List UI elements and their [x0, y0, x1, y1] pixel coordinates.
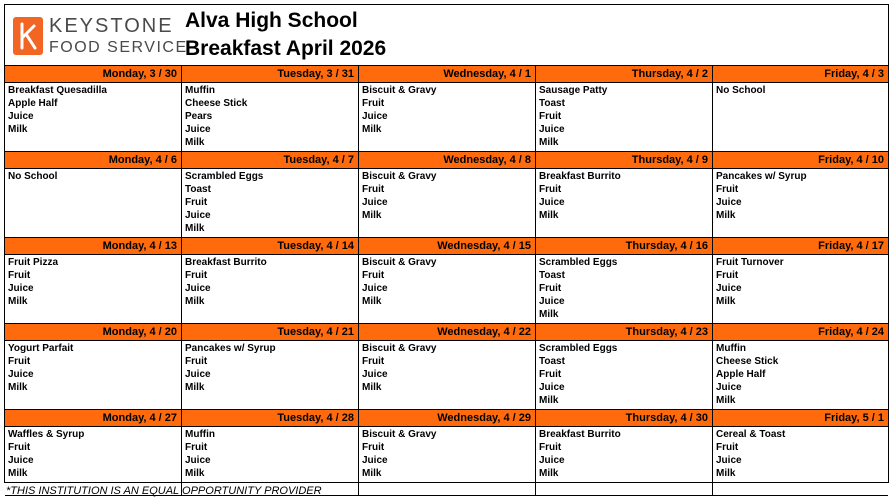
day-date-header: Monday, 4 / 20	[5, 324, 182, 341]
menu-item: Juice	[539, 455, 565, 466]
day-date-header: Monday, 4 / 6	[5, 152, 182, 169]
menu-item: Pears	[185, 111, 213, 122]
day-date-header: Monday, 3 / 30	[5, 66, 182, 83]
menu-item: Juice	[185, 124, 211, 135]
menu-item: Toast	[539, 98, 565, 109]
menu-item: Milk	[716, 468, 736, 479]
menu-item: Fruit	[716, 270, 739, 281]
menu-item: Milk	[362, 468, 382, 479]
menu-item: Cheese Stick	[185, 98, 248, 109]
day-menu-cell	[5, 83, 182, 152]
menu-item: Juice	[539, 197, 565, 208]
menu-item: Milk	[362, 124, 382, 135]
menu-item: Cereal & Toast	[716, 429, 786, 440]
logo-text-keystone: KEYSTONE	[49, 15, 174, 37]
menu-item: Milk	[539, 309, 559, 320]
menu-item: Fruit	[185, 197, 208, 208]
menu-header	[5, 5, 888, 66]
menu-item: Fruit	[362, 184, 385, 195]
menu-calendar	[4, 4, 889, 483]
day-date-header: Tuesday, 4 / 7	[182, 152, 359, 169]
equal-opportunity-notice: *THIS INSTITUTION IS AN EQUAL OPPORTUNITY PROVIDER	[6, 485, 322, 497]
menu-item: Sausage Patty	[539, 85, 608, 96]
menu-item: Milk	[185, 223, 205, 234]
menu-item: Juice	[8, 369, 34, 380]
menu-item: Breakfast Quesadilla	[8, 85, 107, 96]
menu-item: Scrambled Eggs	[539, 257, 618, 268]
day-date-header: Tuesday, 4 / 14	[182, 238, 359, 255]
day-date-header: Friday, 4 / 10	[713, 152, 888, 169]
menu-item: Juice	[539, 296, 565, 307]
menu-item: Juice	[185, 210, 211, 221]
day-date-header: Thursday, 4 / 16	[536, 238, 713, 255]
menu-item: Fruit	[362, 270, 385, 281]
menu-item: Fruit	[185, 356, 208, 367]
menu-item: Toast	[185, 184, 211, 195]
menu-item: Fruit	[539, 111, 562, 122]
day-menu-cell	[713, 83, 888, 152]
menu-item: Breakfast Burrito	[539, 171, 621, 182]
day-date-header: Friday, 4 / 3	[713, 66, 888, 83]
day-menu-cell	[359, 169, 536, 238]
menu-item: Milk	[716, 210, 736, 221]
day-menu-cell	[182, 255, 359, 324]
menu-item: Milk	[716, 395, 736, 406]
menu-item: Fruit	[8, 356, 31, 367]
day-date-header: Wednesday, 4 / 1	[359, 66, 536, 83]
menu-item: Biscuit & Gravy	[362, 171, 437, 182]
menu-item: Juice	[716, 197, 742, 208]
day-date-header: Friday, 5 / 1	[713, 410, 888, 427]
menu-item: Milk	[185, 382, 205, 393]
menu-item: Pancakes w/ Syrup	[185, 343, 276, 354]
day-menu-cell	[359, 341, 536, 410]
day-menu-cell	[359, 83, 536, 152]
day-menu-cell	[536, 255, 713, 324]
day-date-header: Wednesday, 4 / 15	[359, 238, 536, 255]
menu-item: Juice	[716, 382, 742, 393]
menu-item: Muffin	[716, 343, 746, 354]
week-row	[5, 324, 888, 410]
menu-item: Juice	[185, 369, 211, 380]
week-row	[5, 152, 888, 238]
day-date-header: Wednesday, 4 / 8	[359, 152, 536, 169]
menu-item: Juice	[716, 455, 742, 466]
menu-item: Fruit Turnover	[716, 257, 784, 268]
day-menu-cell	[536, 83, 713, 152]
day-date-header: Wednesday, 4 / 22	[359, 324, 536, 341]
day-menu-cell	[182, 169, 359, 238]
menu-item: Scrambled Eggs	[539, 343, 618, 354]
menu-item: Milk	[539, 468, 559, 479]
day-menu-cell	[182, 83, 359, 152]
menu-item: Juice	[362, 455, 388, 466]
menu-item: Fruit	[362, 356, 385, 367]
menu-item: Juice	[8, 283, 34, 294]
menu-item: Milk	[8, 124, 28, 135]
day-date-header: Monday, 4 / 27	[5, 410, 182, 427]
week-row	[5, 238, 888, 324]
day-menu-cell	[5, 341, 182, 410]
menu-item: Pancakes w/ Syrup	[716, 171, 807, 182]
menu-item: No School	[8, 171, 58, 182]
menu-item: Juice	[539, 124, 565, 135]
menu-item: Fruit	[362, 442, 385, 453]
keystone-k-icon	[13, 17, 43, 55]
menu-item: Juice	[8, 111, 34, 122]
menu-item: Milk	[362, 210, 382, 221]
menu-item: Milk	[8, 468, 28, 479]
week-row	[5, 410, 888, 496]
day-menu-cell	[182, 341, 359, 410]
menu-item: Fruit	[8, 270, 31, 281]
day-date-header: Thursday, 4 / 9	[536, 152, 713, 169]
menu-item: Biscuit & Gravy	[362, 257, 437, 268]
menu-item: Apple Half	[8, 98, 58, 109]
menu-item: Juice	[362, 111, 388, 122]
menu-item: Fruit	[539, 369, 562, 380]
menu-item: Juice	[185, 283, 211, 294]
menu-item: Juice	[362, 283, 388, 294]
menu-item: Fruit	[539, 442, 562, 453]
day-date-header: Friday, 4 / 24	[713, 324, 888, 341]
day-date-header: Tuesday, 4 / 28	[182, 410, 359, 427]
day-date-header: Tuesday, 3 / 31	[182, 66, 359, 83]
menu-item: Muffin	[185, 85, 215, 96]
day-date-header: Thursday, 4 / 30	[536, 410, 713, 427]
menu-item: Fruit	[539, 283, 562, 294]
menu-item: Biscuit & Gravy	[362, 429, 437, 440]
day-date-header: Friday, 4 / 17	[713, 238, 888, 255]
menu-item: Juice	[362, 369, 388, 380]
menu-item: Milk	[362, 382, 382, 393]
menu-item: Toast	[539, 356, 565, 367]
menu-item: Milk	[716, 296, 736, 307]
menu-item: Milk	[539, 210, 559, 221]
menu-item: Juice	[362, 197, 388, 208]
menu-item: Juice	[185, 455, 211, 466]
day-menu-cell	[536, 427, 713, 496]
menu-grid	[5, 66, 888, 496]
menu-item: Breakfast Burrito	[185, 257, 267, 268]
day-date-header: Monday, 4 / 13	[5, 238, 182, 255]
menu-item: Scrambled Eggs	[185, 171, 264, 182]
school-name: Alva High School	[185, 9, 358, 32]
day-menu-cell	[713, 427, 888, 496]
menu-item: Juice	[8, 455, 34, 466]
menu-item: Yogurt Parfait	[8, 343, 74, 354]
day-menu-cell	[713, 169, 888, 238]
day-menu-cell	[536, 341, 713, 410]
menu-item: Milk	[185, 137, 205, 148]
day-menu-cell	[359, 427, 536, 496]
menu-item: Fruit	[185, 270, 208, 281]
day-date-header: Tuesday, 4 / 21	[182, 324, 359, 341]
menu-item: Cheese Stick	[716, 356, 779, 367]
menu-item: Milk	[539, 395, 559, 406]
day-date-header: Thursday, 4 / 2	[536, 66, 713, 83]
day-menu-cell	[5, 255, 182, 324]
day-menu-cell	[713, 341, 888, 410]
menu-item: Apple Half	[716, 369, 766, 380]
menu-item: Waffles & Syrup	[8, 429, 85, 440]
menu-item: Milk	[185, 468, 205, 479]
menu-item: Fruit	[185, 442, 208, 453]
menu-item: No School	[716, 85, 766, 96]
menu-item: Fruit	[8, 442, 31, 453]
menu-item: Milk	[185, 296, 205, 307]
day-menu-cell	[536, 169, 713, 238]
menu-item: Juice	[539, 382, 565, 393]
day-date-header: Wednesday, 4 / 29	[359, 410, 536, 427]
logo-text-food-service: FOOD SERVICE	[49, 39, 188, 56]
day-menu-cell	[713, 255, 888, 324]
keystone-logo	[13, 15, 188, 59]
menu-item: Milk	[8, 296, 28, 307]
menu-item: Muffin	[185, 429, 215, 440]
day-menu-cell	[359, 255, 536, 324]
menu-item: Milk	[8, 382, 28, 393]
menu-item: Toast	[539, 270, 565, 281]
menu-title: Breakfast April 2026	[185, 37, 387, 60]
menu-item: Fruit	[362, 98, 385, 109]
menu-item: Biscuit & Gravy	[362, 343, 437, 354]
menu-item: Milk	[539, 137, 559, 148]
menu-item: Fruit	[539, 184, 562, 195]
menu-item: Juice	[716, 283, 742, 294]
week-row	[5, 66, 888, 152]
menu-item: Milk	[362, 296, 382, 307]
menu-item: Fruit Pizza	[8, 257, 59, 268]
menu-item: Biscuit & Gravy	[362, 85, 437, 96]
menu-item: Breakfast Burrito	[539, 429, 621, 440]
menu-item: Fruit	[716, 442, 739, 453]
menu-item: Fruit	[716, 184, 739, 195]
day-menu-cell	[5, 169, 182, 238]
day-date-header: Thursday, 4 / 23	[536, 324, 713, 341]
